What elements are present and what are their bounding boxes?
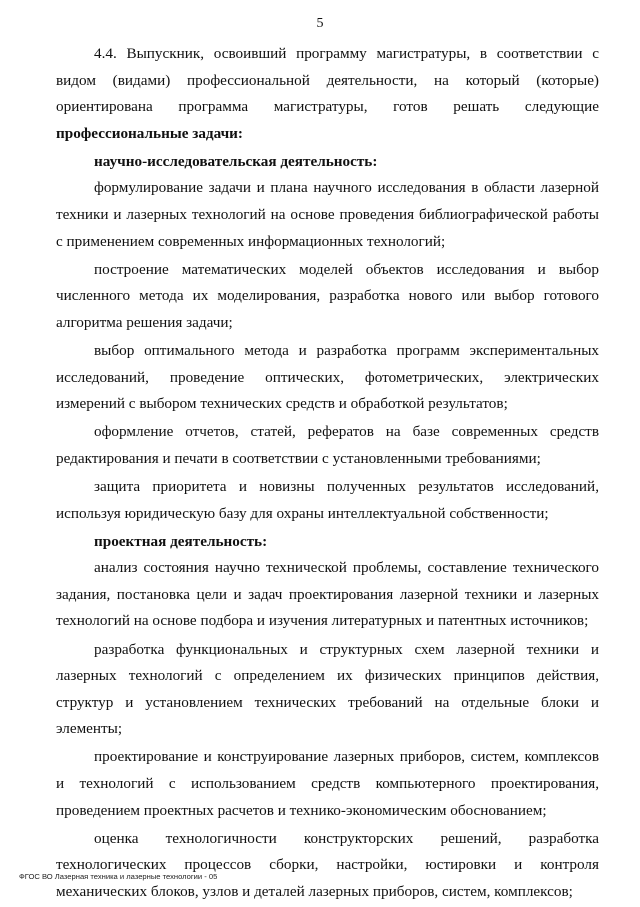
footer-text: ФГОС ВО Лазерная техника и лазерные технологии - 05 — [19, 872, 218, 881]
research-item: построение математических моделей объектов исследования и выбор численного метода их моделирования, разработка нового или выбор готового алгоритма решения задачи; — [56, 260, 599, 331]
design-item: оценка технологичности конструкторских решений, разработка технологических процессов сборки, настройки, юстировки и контроля механических блоков, узлов и деталей лазерных приборов, систем, комплексов; — [56, 829, 599, 900]
research-item: оформление отчетов, статей, рефератов на базе современных средств редактирования и печати в соответствии с установленными требованиями; — [56, 423, 599, 467]
research-item: формулирование задачи и плана научного исследования в области лазерной техники и лазерных технологий на основе проведения библиографической работы с применением современных информационных технологий; — [56, 179, 599, 250]
section-heading-design: проектная деятельность: — [94, 532, 268, 550]
intro-text: 4.4. Выпускник, освоивший программу магистратуры, в соответствии с видом (видами) профессиональной деятельности, на который (которые) ориентирована программа магистратуры, готов решать следующие — [56, 45, 599, 116]
research-item: защита приоритета и новизны полученных результатов исследований, используя юридическую базу для охраны интеллектуальной собственности; — [56, 478, 599, 522]
section-heading-research: научно-исследовательская деятельность: — [94, 152, 378, 170]
design-item: анализ состояния научно технической проблемы, составление технического задания, постановка цели и задач проектирования лазерной техники и лазерных технологий на основе подбора и изучения литературных и патентных источников; — [56, 559, 599, 630]
page-number: 5 — [316, 16, 324, 31]
design-item: проектирование и конструирование лазерных приборов, систем, комплексов и технологий с использованием средств компьютерного проектирования, проведением проектных расчетов и технико-экономическим обоснованием; — [56, 748, 599, 819]
research-item: выбор оптимального метода и разработка программ экспериментальных исследований, проведение оптических, фотометрических, электрических измерений с выбором технических средств и обработкой результатов; — [56, 342, 599, 413]
design-item: разработка функциональных и структурных схем лазерной техники и лазерных технологий с определением их физических принципов действия, структур и установлением технических требований на отдельные блоки и элементы; — [56, 640, 599, 738]
document-body — [56, 41, 599, 907]
intro-bold-term: профессиональные задачи: — [56, 124, 243, 142]
intro-paragraph — [56, 41, 599, 147]
